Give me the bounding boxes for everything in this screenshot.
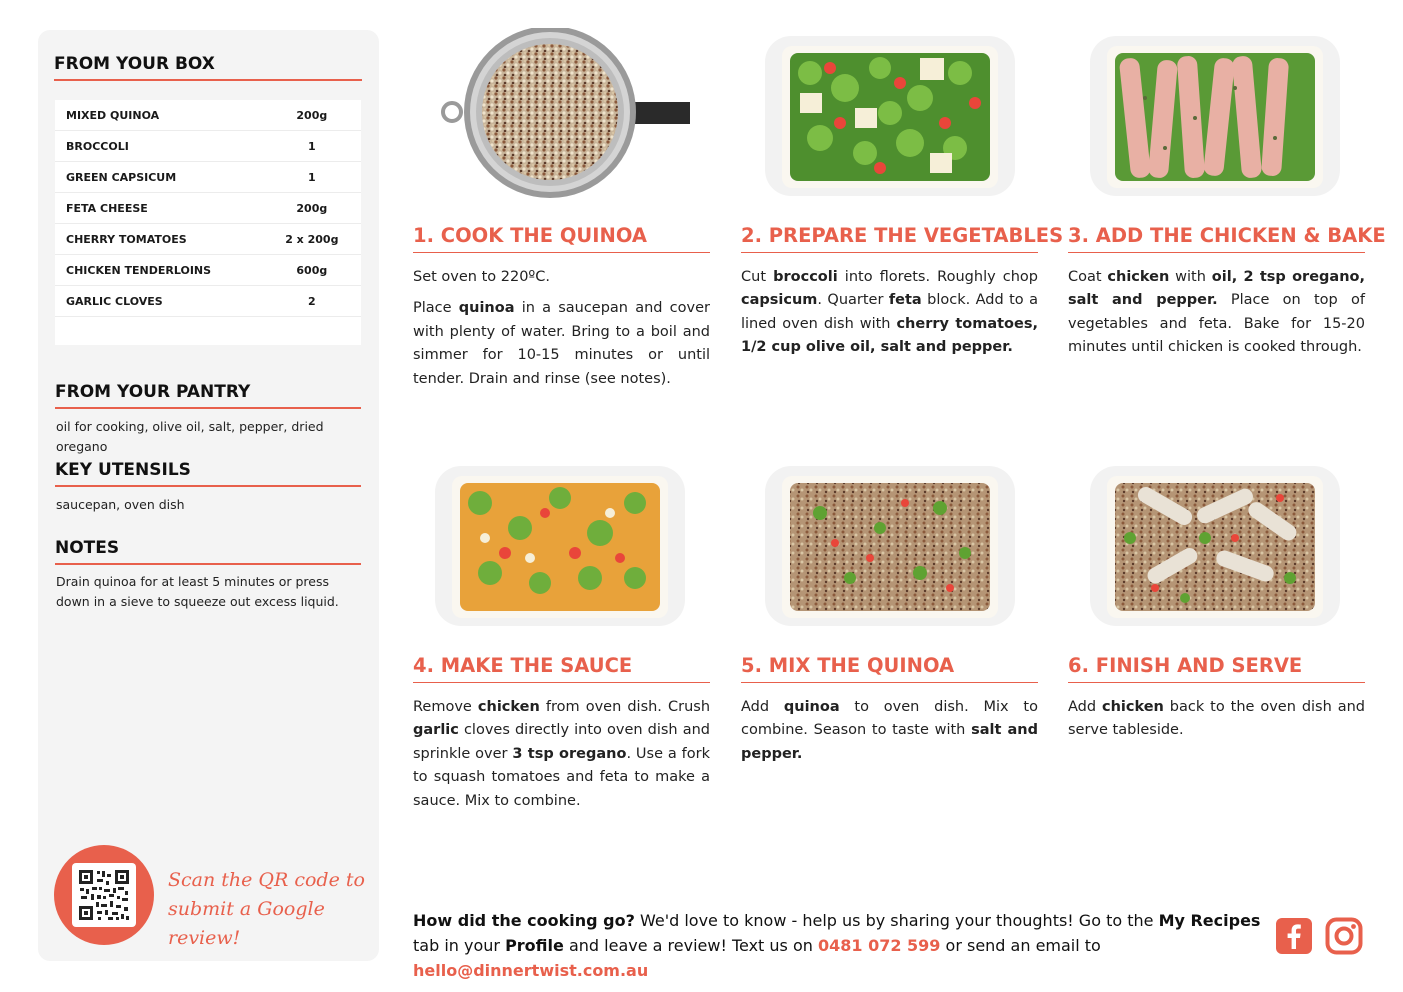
text-segment: . Quarter (817, 292, 889, 309)
bold-text: broccoli (773, 269, 838, 285)
bold-text: How did the cooking go? (413, 911, 635, 930)
step-4-body (413, 696, 710, 821)
pantry-text: oil for cooking, olive oil, salt, pepper, dried oregano (56, 419, 324, 454)
text-segment: Add (741, 699, 784, 715)
step-paragraph (741, 266, 1038, 360)
step-paragraph (741, 696, 1038, 766)
step-paragraph (1068, 696, 1365, 743)
bold-text: chicken (477, 699, 540, 715)
qr-caption-line2: submit a Google review! (168, 898, 325, 949)
step-5-title: 5. MIX THE QUINOA (741, 654, 1038, 683)
quinoa-mixed-dish-photo (760, 458, 1020, 628)
step-3-body (1068, 266, 1365, 368)
ingredient-qty: 600g (296, 263, 328, 277)
bold-text: cherry tomatoes, 1/2 cup olive oil, salt and pepper. (741, 315, 1038, 356)
bold-text: feta (888, 292, 922, 309)
vegetables-dish-photo (760, 28, 1020, 198)
step-4-title: 4. MAKE THE SAUCE (413, 654, 710, 683)
ingredient-qty: 1 (308, 139, 316, 153)
utensils-text: saucepan, oven dish (56, 497, 185, 512)
notes-title: NOTES (55, 538, 361, 565)
ingredient-table (55, 100, 361, 345)
text-segment: or send an email to (940, 936, 1101, 955)
ingredient-name: GARLIC CLOVES (66, 294, 163, 308)
text-segment: with (1169, 269, 1212, 285)
bold-text: garlic (413, 722, 459, 739)
bold-text: Profile (505, 936, 564, 955)
bold-text: capsicum (741, 292, 818, 309)
ingredient-name: GREEN CAPSICUM (66, 170, 177, 184)
step-paragraph (413, 266, 710, 289)
text-segment: We'd love to know - help us by sharing your thoughts! Go to the (634, 911, 1159, 930)
text-segment: and leave a review! Text us on (563, 936, 818, 955)
table-row (55, 255, 361, 286)
step-paragraph (413, 297, 710, 391)
text-segment: cloves directly into oven dish and sprinkle over (413, 722, 710, 762)
ingredient-qty: 200g (296, 201, 328, 215)
box-title: FROM YOUR BOX (54, 54, 362, 81)
table-row (55, 286, 361, 317)
chicken-dish-photo (1085, 28, 1345, 198)
text-segment: . Use a fork to squash tomatoes and feta to make a sauce. Mix to combine. (413, 745, 710, 809)
ingredient-qty: 200g (296, 108, 328, 122)
ingredient-qty: 2 (308, 294, 316, 308)
contact-link[interactable]: 0481 072 599 (817, 936, 941, 955)
facebook-icon[interactable] (1275, 917, 1313, 955)
text-segment: to oven dish. Mix to combine. Season to taste with (741, 699, 1038, 739)
step-2-body (741, 266, 1038, 368)
ingredient-name: CHICKEN TENDERLOINS (66, 263, 212, 277)
step-5-body (741, 696, 1038, 774)
step-paragraph (413, 696, 710, 813)
text-segment: Place (413, 300, 459, 317)
ingredient-qty: 2 x 200g (285, 232, 339, 246)
text-segment: Cut (741, 269, 774, 285)
step-6-body (1068, 696, 1365, 751)
text-segment: Coat (1068, 269, 1108, 285)
table-row (55, 162, 361, 193)
ingredient-name: BROCCOLI (66, 139, 129, 153)
qr-badge[interactable] (54, 845, 154, 945)
bold-text: chicken (1107, 269, 1170, 285)
step-1-title: 1. COOK THE QUINOA (413, 224, 710, 253)
step-paragraph (1068, 266, 1365, 360)
text-segment: Remove (413, 699, 478, 715)
qr-caption (168, 866, 368, 953)
ingredient-name: FETA CHEESE (66, 201, 148, 215)
bold-text: oil, 2 tsp oregano, salt and pepper. (1068, 269, 1365, 309)
text-segment: from oven dish. Crush (539, 699, 711, 715)
table-row (55, 224, 361, 255)
table-row (55, 131, 361, 162)
qr-code-icon[interactable] (72, 863, 136, 927)
ingredient-name: CHERRY TOMATOES (66, 232, 187, 246)
finished-dish-photo (1085, 458, 1345, 628)
step-1-body (413, 266, 710, 399)
bold-text: My Recipes (1158, 911, 1261, 930)
text-segment: in a saucepan and cover with plenty of water. Bring to a boil and simmer for 10-15 minutes or until tender. Drain and rinse (see notes). (413, 300, 710, 387)
bold-text: quinoa (783, 699, 840, 715)
contact-link[interactable]: hello@dinnertwist.com.au (413, 961, 649, 980)
bold-text: chicken (1101, 699, 1164, 715)
utensils-title: KEY UTENSILS (55, 460, 361, 487)
bold-text: salt and pepper. (741, 722, 1038, 762)
text-segment: block. Add to a lined oven dish with (741, 292, 1038, 332)
qr-caption-line1: Scan the QR code to (168, 869, 365, 891)
instagram-icon[interactable] (1325, 917, 1363, 955)
step-2-title: 2. PREPARE THE VEGETABLES (741, 224, 1038, 253)
review-footer (413, 908, 1263, 983)
text-segment: into florets. Roughly chop (837, 269, 1039, 285)
ingredient-qty: 1 (308, 170, 316, 184)
quinoa-saucepan-photo (430, 28, 690, 198)
text-segment: tab in your (413, 936, 506, 955)
text-segment: back to the oven dish and serve tableside. (1068, 699, 1365, 739)
step-6-title: 6. FINISH AND SERVE (1068, 654, 1365, 683)
ingredient-name: MIXED QUINOA (66, 108, 160, 122)
table-row (55, 100, 361, 131)
bold-text: quinoa (458, 300, 515, 317)
text-segment: Add (1068, 699, 1102, 715)
text-segment: Set oven to 220ºC. (413, 269, 550, 285)
bold-text: 3 tsp oregano (512, 745, 627, 762)
text-segment: Place on top of vegetables and feta. Bake for 15-20 minutes until chicken is cooked through. (1068, 292, 1365, 356)
table-row (55, 193, 361, 224)
step-3-title: 3. ADD THE CHICKEN & BAKE (1068, 224, 1365, 253)
sauce-dish-photo (430, 458, 690, 628)
pantry-title: FROM YOUR PANTRY (55, 382, 361, 409)
notes-text: Drain quinoa for at least 5 minutes or press down in a sieve to squeeze out excess liquid. (56, 574, 339, 609)
sidebar (38, 30, 379, 961)
